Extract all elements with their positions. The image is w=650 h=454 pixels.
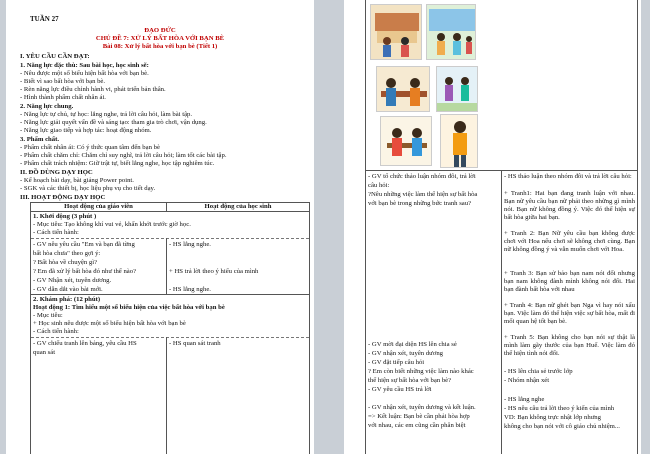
teacher-line: - GV dẫn dắt vào bài mới. [33, 286, 103, 293]
teacher-line: - GV đặt tiếp câu hỏi [368, 359, 425, 366]
list-item: - Nêu được một số biểu hiện bất hòa với bạn bè. [20, 70, 149, 77]
list-item: - Kế hoạch bài dạy, bài giảng Power point. [20, 177, 134, 184]
student-line: - HS nêu câu trả lời theo ý kiến của mình [504, 405, 615, 412]
teacher-line: - GV tổ chức thảo luận nhóm đôi, trả lời [368, 173, 476, 180]
list-item: - Phẩm chất trách nhiệm: Giữ trật tự, biết lắng nghe, học tập nghiêm túc. [20, 160, 215, 167]
activity-2-way: - Cách tiến hành: [33, 328, 79, 335]
activity-2-goal-detail: + Học sinh nêu được một số biểu hiện bất hòa với bạn bè [33, 320, 186, 327]
teacher-line: - GV nhận xét, tuyên dương và kết luận. [368, 404, 476, 411]
teacher-line: với bạn bè trong những bức tranh sau? [368, 200, 472, 207]
picture-3 [376, 66, 430, 112]
list-item: - SGK và các thiết bị, học liệu phụ vụ cho tiết dạy. [20, 185, 156, 192]
activity-1-goal: - Mục tiêu: Tạo không khí vui vẻ, khấn khởi trước giờ học. [33, 221, 191, 228]
student-line: - HS lắng nghe. [169, 241, 211, 248]
document-page-2 [344, 0, 641, 454]
student-line: - Nhóm nhận xét [504, 377, 550, 384]
teacher-line: thể hiện sự bất hòa với bạn bè? [368, 377, 452, 384]
activity-2-goal: - Mục tiêu: [33, 312, 63, 319]
theme-title: CHỦ ĐỀ 7: XỬ LÝ BẤT HÒA VỚI BẠN BÈ [95, 35, 225, 42]
teacher-line: - GV nêu yêu cầu "Em và bạn đã từng [33, 241, 135, 248]
teacher-line: - GV chiếu tranh lên bảng, yêu cầu HS [33, 340, 137, 347]
teacher-line: => Kết luận: Bạn bè cần phải hòa hợp [368, 413, 470, 420]
list-item: - Năng lực giải quyết vấn đề và sáng tạo: tham gia trò chơi, vận dụng. [20, 119, 207, 126]
picture-6 [440, 114, 478, 168]
teacher-line: - GV nhận xét, tuyên dương [368, 350, 444, 357]
section-1-3-heading: 3. Phẩm chất. [20, 136, 60, 143]
subject-title: ĐẠO ĐỨC [144, 27, 176, 34]
section-1-1-heading: 1. Năng lực đặc thù: Sau bài học, học sinh sẽ: [20, 62, 149, 69]
picture-5 [380, 116, 432, 166]
lesson-title: Bài 08: Xử lý bất hòa với bạn bè (Tiết 1) [102, 43, 218, 50]
student-answer-picture-2: + Tranh 2: Bạn Nữ yêu cầu bạn không được chơi với Hoa nếu chơi sẽ không chơi cùng. Bạn nữ không đồng ý và vẫn muốn chơi với Hoa. [504, 230, 635, 253]
week-label: TUẦN 27 [30, 15, 59, 23]
student-answer-picture-4: + Tranh 4: Bạn nữ ghét bạn Nga vì hay nói xấu bạn. Việc làm đó thể hiện việc sự bất hòa, mất đi mối quan hệ tốt bạn bè. [504, 302, 635, 325]
student-line: - HS lên chia sẻ trước lớp [504, 368, 573, 375]
section-1-heading: I. YÊU CẦU CẦN ĐẠT: [20, 53, 90, 60]
activity-2-title: 2. Khám phá: (12 phút) [33, 296, 101, 303]
teacher-line: quan sát [33, 349, 56, 356]
teacher-line: - GV Nhận xét, tuyên dương. [33, 277, 112, 284]
teacher-line: với nhau, các em cũng cần phân biệt [368, 422, 466, 429]
teacher-line: câu hỏi: [368, 182, 390, 189]
teacher-line: ? Em đã xử lý bất hòa đó như thế nào? [33, 268, 137, 275]
student-line: không cho bạn nói với cô giáo chủ nhiệm... [504, 423, 620, 430]
student-answer-picture-1: + Tranh1: Hai bạn đang tranh luận với nhau. Bạn nữ yêu cầu bạn nữ phải theo những gì mình nói. Bạn nữ không đồng ý. Việc đó thể hiện sự bất hòa giữa hai bạn. [504, 190, 635, 221]
section-1-2-heading: 2. Năng lực chung. [20, 103, 74, 110]
picture-1 [370, 4, 422, 60]
activity-1-title: 1. Khởi động (3 phút ) [33, 213, 97, 220]
picture-4 [436, 66, 478, 112]
student-line: - HS lắng nghe [504, 396, 545, 403]
section-3-heading: III. HOẠT ĐỘNG DẠY HỌC [20, 194, 106, 201]
teacher-line: ? Em còn biết những việc làm nào khác [368, 368, 474, 375]
teacher-line: ?Nêu những việc làm thể hiện sự bất hòa [368, 191, 478, 198]
list-item: - Phẩm chất nhân ái: Có ý thức quan tâm đến bạn bè [20, 144, 160, 151]
student-answer-intro: - HS thảo luận theo nhóm đôi và trả lời câu hỏi: [504, 173, 632, 180]
teacher-line: ? Bất hòa về chuyện gì? [33, 259, 98, 266]
table-header-teacher: Hoạt động của giáo viên [64, 203, 133, 210]
student-line: - HS quan sát tranh [169, 340, 221, 347]
teacher-line: - GV mời đại diện HS lên chia sẻ [368, 341, 457, 348]
activity-1-way: - Cách tiến hành: [33, 229, 79, 236]
list-item: - Hình thành phẩm chất nhân ái. [20, 94, 106, 101]
table-header-student: Hoạt động của học sinh [204, 203, 272, 210]
section-2-heading: II. ĐỒ DÙNG DẠY HỌC [20, 169, 93, 176]
student-line: VD: Bạn không trực nhật lớp nhưng [504, 414, 601, 421]
student-answer-picture-5: + Tranh 5: Bạn không cho bạn nói sự thật là mình làm gãy thước của bạn Huế. Việc làm đó thể hiện tình nói đối. [504, 334, 635, 357]
document-page-1 [6, 0, 314, 454]
picture-2 [426, 4, 476, 60]
student-line: + HS trả lời theo ý hiểu của mình [169, 268, 259, 275]
list-item: - Biết vì sao bất hòa với bạn bè. [20, 78, 106, 85]
student-answer-picture-3: + Tranh 3: Bạn sử bảo bạn nam nói đối nhưng bạn nam không đành mình không nói đối. Hai bạn đành bất hòa với nhau [504, 270, 635, 293]
list-item: - Phẩm chất chăm chỉ: Chăm chỉ suy nghĩ, trả lời câu hỏi; làm tốt các bài tập. [20, 152, 227, 159]
teacher-line: - GV yêu cầu HS trả lời [368, 386, 432, 393]
teacher-line: bất hòa chưa" theo gợi ý: [33, 250, 101, 257]
student-line: - HS lắng nghe. [169, 286, 211, 293]
list-item: - Rèn năng lực điều chỉnh hành vi, phát triển bản thân. [20, 86, 166, 93]
list-item: - Năng lực tự chủ, tự học: lắng nghe, trả lời câu hỏi, làm bài tập. [20, 111, 193, 118]
list-item: - Năng lực giao tiếp và hợp tác: hoạt động nhóm. [20, 127, 152, 134]
activity-2-subtitle: Hoạt động 1: Tìm hiểu một số biểu hiện của việc bất hòa với bạn bè [33, 304, 225, 311]
